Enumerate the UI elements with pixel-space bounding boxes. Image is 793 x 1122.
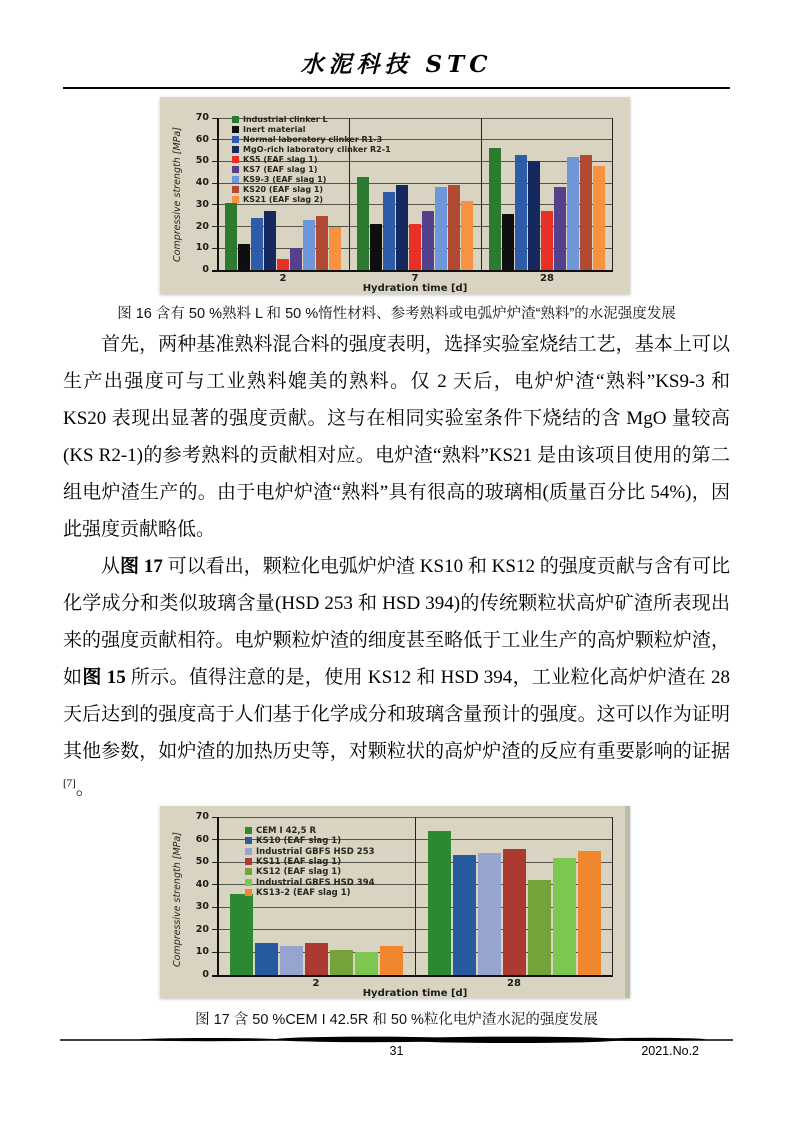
bar xyxy=(554,187,566,270)
bar xyxy=(502,214,514,270)
text-run: 首先，两种基准熟料混合料的强度表明，选择实验室烧结工艺，基本上可以生产出强度可与工业熟料媲美的熟料。仅 2 天后，电炉炉渣“熟料”KS9-3 和 KS20 表现出显著的强度贡献。这与在相同实验室条件下烧结的含 MgO 量较高(KS R2-1)的参考熟料的贡献相对应。电炉渣“熟料”KS21 是由该项目使用的第二组电炉渣生产的。由于电炉炉渣“熟料”具有很高的玻璃相(质量百分比 54%)，因此强度贡献略低。 xyxy=(63,334,730,540)
bar xyxy=(461,201,473,270)
legend-swatch xyxy=(245,827,252,834)
tick-label: 50 xyxy=(195,856,209,868)
legend-swatch xyxy=(232,146,239,153)
bar xyxy=(330,950,353,975)
legend-item xyxy=(245,836,341,846)
legend-swatch xyxy=(245,889,252,896)
bar xyxy=(305,943,328,975)
bar xyxy=(370,224,382,270)
legend-swatch xyxy=(245,868,252,875)
paragraph-2 xyxy=(63,548,730,807)
legend-swatch xyxy=(232,116,239,123)
tick-label: 70 xyxy=(195,112,209,123)
legend-label: KS5 (EAF slag 1) xyxy=(243,155,318,164)
bar xyxy=(541,211,553,270)
bar xyxy=(428,831,451,975)
axis-x-label: Hydration time [d] xyxy=(362,988,468,999)
category-label: 2 xyxy=(312,978,320,989)
legend-label: Industrial GBFS HSD 394 xyxy=(256,877,375,888)
text-run: 可以看出，颗粒化电弧炉炉渣 KS10 和 KS12 的强度贡献与含有可比化学成分和类似玻璃含量(HSD 253 和 HSD 394)的传统颗粒状高炉矿渣所表现出来的强度贡献相符。电炉颗粒炉渣的细度甚至略低于工业生产的高炉颗粒炉渣，如 xyxy=(63,556,730,688)
paragraph-1 xyxy=(63,326,730,548)
bar xyxy=(290,248,302,270)
legend-label: MgO-rich laboratory clinker R2-1 xyxy=(243,145,391,154)
bar xyxy=(264,211,276,270)
text-run: 从 xyxy=(101,556,121,577)
tick-label: 40 xyxy=(195,878,209,890)
bar xyxy=(580,155,592,270)
legend-item xyxy=(232,145,391,154)
legend-swatch xyxy=(232,166,239,173)
issue-label: 2021.No.2 xyxy=(641,1044,699,1058)
bar xyxy=(553,858,576,975)
header-rule xyxy=(63,87,730,89)
legend-swatch xyxy=(245,837,252,844)
bar xyxy=(380,946,403,975)
legend-label: Normal laboratory clinker R1-3 xyxy=(243,135,383,144)
page-title: 水泥科技 STC xyxy=(300,51,493,78)
tick-label: 10 xyxy=(195,946,209,958)
page-number: 31 xyxy=(389,1044,404,1058)
x-axis xyxy=(212,975,613,977)
tick-label: 10 xyxy=(195,242,209,254)
bar xyxy=(255,943,278,975)
legend-item xyxy=(232,185,323,194)
tick-label: 60 xyxy=(195,133,209,145)
bar xyxy=(316,216,328,270)
bar xyxy=(355,952,378,975)
tick-label: 70 xyxy=(195,811,209,822)
bar xyxy=(528,161,540,270)
category-label: 7 xyxy=(411,273,419,284)
legend-label: KS12 (EAF slag 1) xyxy=(256,867,342,878)
legend-swatch xyxy=(232,126,239,133)
bar xyxy=(277,259,289,270)
legend-swatch xyxy=(245,848,252,855)
legend-item xyxy=(232,195,323,204)
legend-item xyxy=(245,888,351,898)
plot-right-border xyxy=(612,118,613,270)
axis-y-label: Compressive strength [MPa] xyxy=(172,127,183,262)
legend-label: Industrial GBFS HSD 253 xyxy=(256,846,375,857)
category-label: 28 xyxy=(540,273,554,284)
legend-label: KS21 (EAF slag 2) xyxy=(243,195,324,204)
legend-item xyxy=(232,135,382,144)
tick-label: 50 xyxy=(195,155,209,167)
legend-label: KS20 (EAF slag 1) xyxy=(243,185,324,194)
bar xyxy=(357,177,369,270)
bar xyxy=(453,855,476,975)
bar xyxy=(448,185,460,270)
category-label: 28 xyxy=(507,978,521,989)
legend-label: KS11 (EAF slag 1) xyxy=(256,856,342,867)
bar xyxy=(528,880,551,975)
figure-17-caption: 图 17 含 50 %CEM I 42.5R 和 50 %粒化电炉渣水泥的强度发展 xyxy=(195,1012,598,1028)
bar xyxy=(329,227,341,270)
bar xyxy=(578,851,601,975)
legend-label: Industrial clinker L xyxy=(243,115,328,124)
photo-scan-edge xyxy=(625,806,630,998)
text-run: 所示。值得注意的是，使用 KS12 和 HSD 394，工业粒化高炉炉渣在 28 天后达到的强度高于人们基于化学成分和玻璃含量预计的强度。这可以作为证明其他参数，如炉渣的加热历史等，对颗粒状的高炉炉渣的反应有重要影响的证据 xyxy=(63,667,730,762)
legend-label: KS9-3 (EAF slag 1) xyxy=(243,175,327,184)
text-run: 。 xyxy=(75,778,95,799)
figure-ref: 图 15 xyxy=(82,667,126,688)
bar xyxy=(567,157,579,270)
figure-16-caption: 图 16 含有 50 %熟料 L 和 50 %惰性材料、参考熟料或电弧炉炉渣“熟料”的水泥强度发展 xyxy=(117,306,676,322)
legend-label: KS7 (EAF slag 1) xyxy=(243,165,318,174)
axis-x-label: Hydration time [d] xyxy=(362,283,468,294)
legend-label: CEM I 42,5 R xyxy=(256,826,317,836)
bar xyxy=(383,192,395,270)
legend-item xyxy=(232,125,305,134)
legend-swatch xyxy=(232,196,239,203)
legend-swatch xyxy=(232,156,239,163)
legend-item xyxy=(232,175,326,184)
legend-label: KS13-2 (EAF slag 1) xyxy=(256,887,351,898)
plot-right-border xyxy=(612,817,613,975)
body-text xyxy=(63,326,730,807)
legend-item xyxy=(232,165,318,174)
figure-16-chart xyxy=(160,97,630,294)
tick-label: 20 xyxy=(195,923,209,935)
bar xyxy=(251,218,263,270)
bar xyxy=(503,849,526,975)
bar xyxy=(303,220,315,270)
tick-label: 60 xyxy=(195,833,209,845)
legend-swatch xyxy=(245,858,252,865)
bar xyxy=(238,244,250,270)
bar xyxy=(515,155,527,270)
bar xyxy=(409,224,421,270)
legend-item xyxy=(245,867,341,877)
legend-swatch xyxy=(232,186,239,193)
figure-ref: 图 17 xyxy=(120,556,163,577)
tick-label: 20 xyxy=(195,220,209,232)
y-axis xyxy=(217,817,219,975)
x-axis xyxy=(212,270,613,272)
bar xyxy=(280,946,303,975)
bar xyxy=(435,187,447,270)
legend-item xyxy=(245,857,341,867)
group-separator xyxy=(481,118,482,270)
group-separator xyxy=(415,817,416,975)
legend-item xyxy=(245,878,375,888)
axis-y-label: Compressive strength [MPa] xyxy=(172,832,183,967)
legend-item xyxy=(232,115,328,124)
bar xyxy=(396,185,408,270)
legend-item xyxy=(245,826,316,836)
figure-17-chart xyxy=(160,806,630,998)
bar xyxy=(422,211,434,270)
bar xyxy=(489,148,501,270)
tick-label: 40 xyxy=(195,177,209,189)
legend-item xyxy=(245,847,375,857)
legend-label: KS10 (EAF slag 1) xyxy=(256,836,342,847)
legend-swatch xyxy=(245,879,252,886)
category-label: 2 xyxy=(279,273,287,284)
legend-swatch xyxy=(232,136,239,143)
citation-ref: [7] xyxy=(63,777,76,790)
bar xyxy=(225,203,237,270)
y-axis xyxy=(217,118,219,270)
legend-label: Inert material xyxy=(243,125,306,134)
tick-label: 0 xyxy=(202,264,209,275)
bar xyxy=(478,853,501,975)
tick-label: 30 xyxy=(195,901,209,913)
bar xyxy=(230,894,253,975)
legend-swatch xyxy=(232,176,239,183)
bar xyxy=(593,166,605,270)
legend-item xyxy=(232,155,318,164)
tick-label: 0 xyxy=(202,969,209,980)
tick-label: 30 xyxy=(195,198,209,210)
